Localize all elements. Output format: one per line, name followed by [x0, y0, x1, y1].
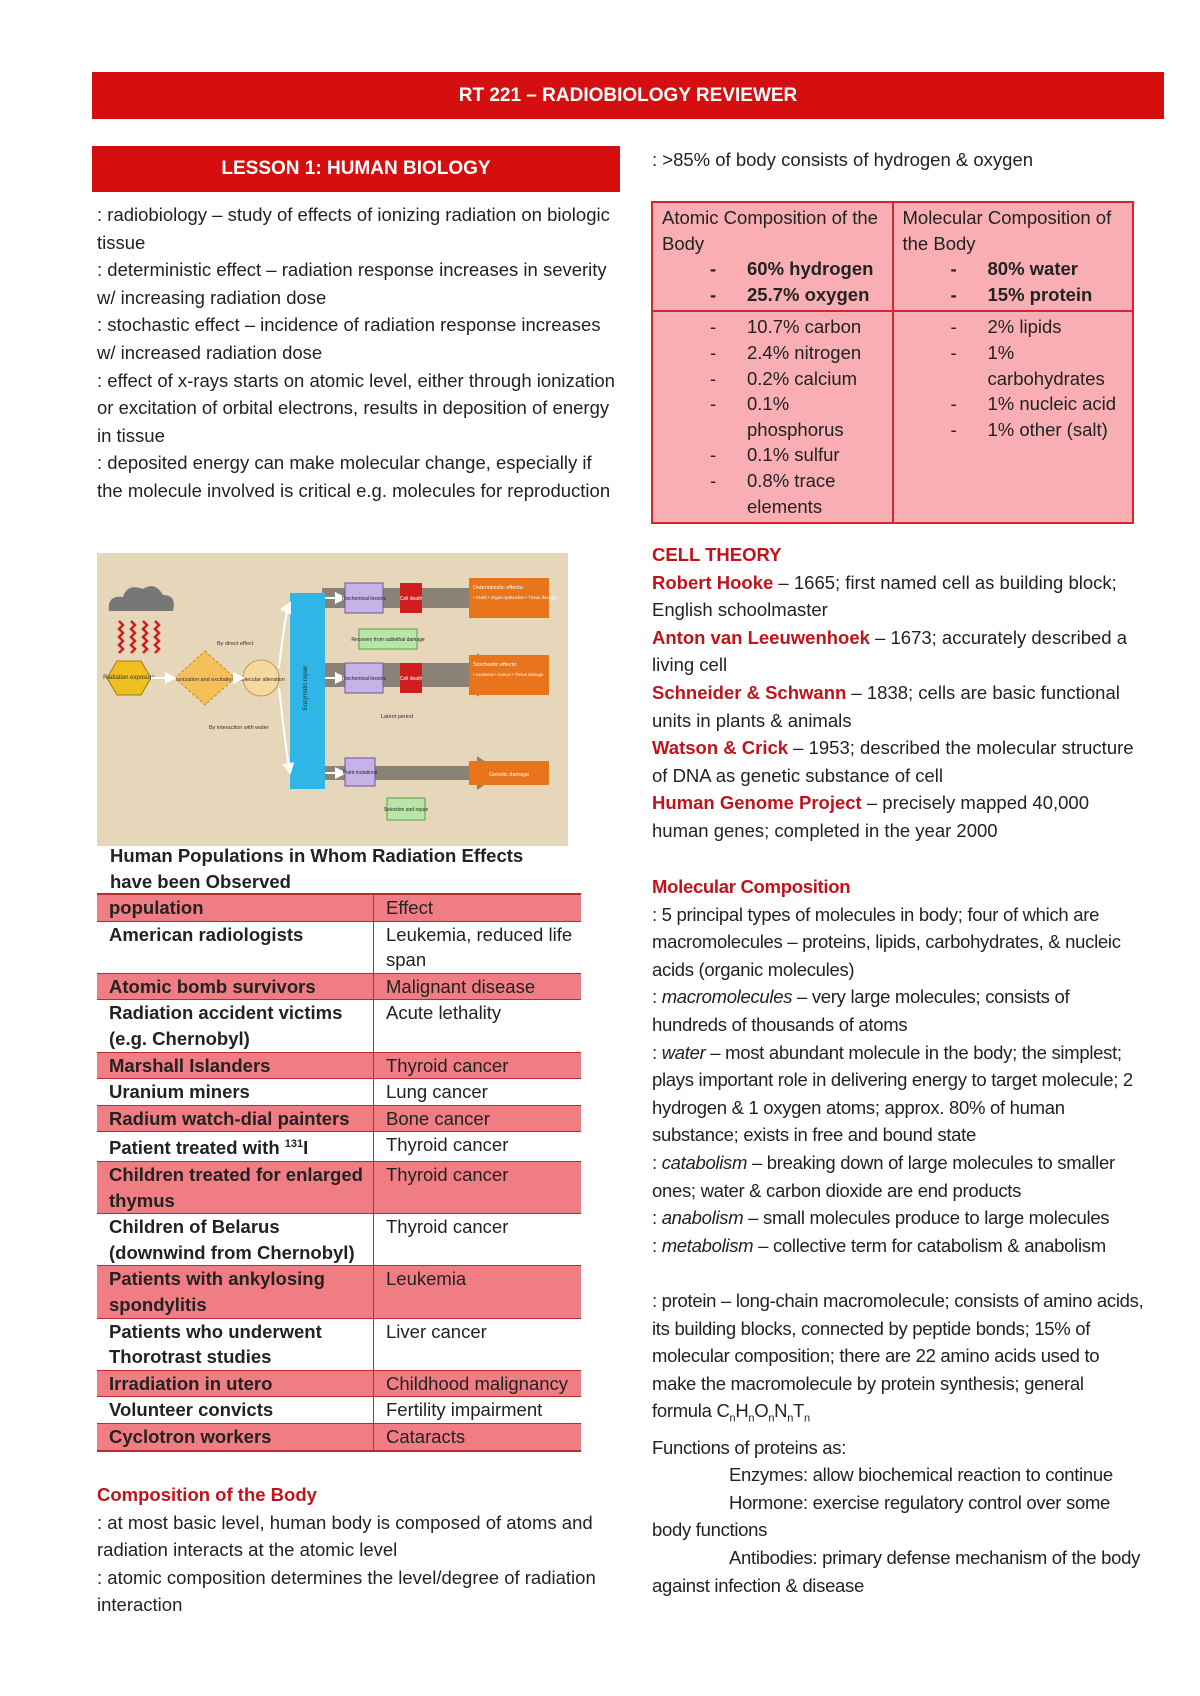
population-cell: Patients with ankylosing spondylitis [97, 1266, 374, 1318]
atomic-rest-list [662, 314, 886, 519]
exposure-label: Radiation exposure [103, 675, 155, 681]
list-item: - 1% carbohydrates [903, 340, 1127, 391]
population-cell: Uranium miners [97, 1079, 374, 1106]
det-title: Deterministic effects: [473, 585, 524, 591]
composition-title: Composition of the Body [97, 1484, 317, 1505]
scientist-name: Watson & Crick [652, 737, 789, 759]
composition-table [651, 201, 1134, 524]
point-label: Point mutations [342, 770, 378, 776]
effect-cell: Acute lethality [374, 1000, 582, 1052]
direct-label: By direct effect [217, 641, 254, 647]
list-item: - 15% protein [903, 282, 1127, 308]
list-item: - 0.2% calcium [662, 366, 886, 392]
effect-cell: Malignant disease [374, 973, 582, 1000]
molecular-main-list [903, 256, 1127, 307]
table-row [97, 1370, 581, 1397]
population-cell: Atomic bomb survivors [97, 973, 374, 1000]
scientist-text: – 1838; cells are basic functional units in plants & animals [652, 681, 1120, 731]
molecular-rest-list [903, 314, 1127, 442]
definition-text: – small molecules produce to large molecules [743, 1207, 1110, 1229]
list-item: - 10.7% carbon [662, 314, 886, 340]
list-item: - 0.8% trace elements [662, 468, 886, 519]
list-item: - 0.1% sulfur [662, 442, 886, 468]
population-cell: Patients who underwent Thorotrast studies [97, 1318, 374, 1370]
population-cell: Patient treated with $^{131}$I [97, 1132, 374, 1162]
scientist-name: Anton van Leeuwenhoek [652, 626, 870, 648]
atomic-rest-cell [652, 311, 893, 523]
population-cell: Volunteer convicts [97, 1397, 374, 1424]
protein-formula: $C_nH_nO_nN_nT_n$ [716, 1400, 810, 1425]
term: macromolecules [661, 986, 793, 1008]
table-row [97, 973, 581, 1000]
water-label: By interaction with water [209, 725, 269, 731]
population-cell: American radiologists [97, 921, 374, 973]
functions-title: Functions of proteins as: [652, 1436, 847, 1458]
population-cell: Children treated for enlarged thymus [97, 1162, 374, 1214]
enzymatic-label: Enzymatic repair [303, 665, 309, 711]
molecular-label: Molecular alteration [237, 677, 285, 683]
definition-text: – breaking down of large molecules to smaller ones; water & carbon dioxide are end products [652, 1151, 1115, 1201]
molecular-cell [893, 202, 1134, 311]
cell-theory-section [652, 541, 1147, 845]
scientist-text: – 1665; first named cell as building block; English schoolmaster [652, 571, 1117, 621]
molecular-title: Molecular Composition of the Body [902, 207, 1112, 254]
molecular-section [652, 873, 1147, 1599]
column-header-population: population [97, 894, 374, 921]
list-item: - 2.4% nitrogen [662, 340, 886, 366]
definition-text: – most abundant molecule in the body; the simplest; plays important role in delivering energy to target molecule; 2 hydrogen & 1 oxygen atoms; approx. 80% of human substance; exists in free and bound state [652, 1041, 1133, 1146]
intro-line: : stochastic effect – incidence of radiation response increases w/ increased radiation dose [97, 314, 601, 363]
populations-table [97, 893, 581, 1452]
population-cell: Irradiation in utero [97, 1370, 374, 1397]
population-cell: Marshall Islanders [97, 1052, 374, 1079]
table-row [97, 921, 581, 973]
scientist-name: Human Genome Project [652, 792, 862, 814]
table-row [97, 1000, 581, 1052]
table-row [97, 1424, 581, 1451]
definition: : macromolecules – very large molecules; consists of hundreds of thousands of atoms [652, 986, 1070, 1035]
definition-text: – very large molecules; consists of hundreds of thousands of atoms [652, 986, 1070, 1035]
list-item: - 1% other (salt) [903, 417, 1127, 443]
column-header-effect: Effect [374, 894, 582, 921]
list-item: - 25.7% oxygen [662, 282, 886, 308]
list-item: - 80% water [903, 256, 1127, 282]
term: catabolism [661, 1151, 748, 1173]
effect-cell: Thyroid cancer [374, 1214, 582, 1266]
population-cell: Children of Belarus (downwind from Chernobyl) [97, 1214, 374, 1266]
molecular-intro: : 5 principal types of molecules in body; four of which are macromolecules – proteins, lipids, carbohydrates, & nucleic acids (organic molecules) [652, 903, 1121, 980]
sto-title: Stochastic effects: [473, 662, 518, 668]
molecular-rest-cell [893, 311, 1134, 523]
function-entry [652, 1489, 1147, 1544]
effect-cell: Childhood malignancy [374, 1370, 582, 1397]
scientist-text: – precisely mapped 40,000 human genes; completed in the year 2000 [652, 792, 1090, 841]
table-row [97, 1132, 581, 1162]
list-item: - 0.1% phosphorus [662, 391, 886, 442]
cell-theory-entry [652, 789, 1147, 844]
function-text: : allow biochemical reaction to continue [802, 1464, 1113, 1486]
definition: : anabolism – small molecules produce to large molecules [652, 1207, 1110, 1229]
function-name: Hormone [729, 1491, 803, 1513]
scientist-name: Schneider & Schwann [652, 681, 847, 703]
effect-cell: Bone cancer [374, 1105, 582, 1132]
effect-cell: Liver cancer [374, 1318, 582, 1370]
composition-line: : atomic composition determines the level/degree of radiation interaction [97, 1566, 596, 1616]
population-cell: Radium watch-dial painters [97, 1105, 374, 1132]
effect-cell: Thyroid cancer [374, 1162, 582, 1214]
list-item: - 60% hydrogen [662, 256, 886, 282]
scientist-text: – 1953; described the molecular structure of DNA as genetic substance of cell [652, 737, 1134, 786]
scientist-name: Robert Hooke [652, 571, 774, 593]
population-cell: Radiation accident victims (e.g. Chernobyl) [97, 1000, 374, 1052]
bio-lesions-label-upper: Biochemical lesions [342, 596, 386, 602]
function-text: : exercise regulatory control over some body functions [652, 1491, 1111, 1541]
genetic-label: Genetic damage [488, 772, 530, 778]
table-row [97, 1052, 581, 1079]
sto-items: • Leukemia • Cancer • Tissue damage [473, 672, 544, 677]
document-title: RT 221 – RADIOBIOLOGY REVIEWER [92, 72, 1164, 119]
definition-text: – collective term for catabolism & anabolism [753, 1234, 1106, 1256]
intro-line: : radiobiology – study of effects of ionizing radiation on biologic tissue [97, 204, 610, 253]
effect-cell: Cataracts [374, 1424, 582, 1451]
list-item: - 1% nucleic acid [903, 391, 1127, 417]
function-name: Antibodies [729, 1546, 813, 1568]
lesson-title: LESSON 1: HUMAN BIOLOGY [92, 146, 620, 192]
intro-notes [97, 201, 617, 505]
atomic-cell [652, 202, 893, 311]
molecular-title: Molecular Composition [652, 876, 851, 897]
effect-cell: Fertility impairment [374, 1397, 582, 1424]
table-row [97, 1397, 581, 1424]
intro-line: : deposited energy can make molecular change, especially if the molecule involved is critical e.g. molecules for reproduction [97, 452, 611, 501]
ionization-label: Ionization and excitation [175, 677, 235, 683]
population-cell: Cyclotron workers [97, 1424, 374, 1451]
intro-line: : deterministic effect – radiation response increases in severity w/ increasing radiation dose [97, 259, 607, 308]
atomic-main-list [662, 256, 886, 307]
table-row [97, 1318, 581, 1370]
effect-cell: Thyroid cancer [374, 1132, 582, 1162]
composition-section [97, 1481, 617, 1619]
function-name: Enzymes [729, 1464, 803, 1486]
definition: : metabolism – collective term for catabolism & anabolism [652, 1234, 1106, 1256]
atomic-title: Atomic Composition of the Body [662, 207, 878, 254]
definition: : catabolism – breaking down of large molecules to smaller ones; water & carbon dioxide are end products [652, 1151, 1115, 1201]
cell-death-label-lower: Cell death [399, 676, 423, 682]
bio-lesions-label-lower: Biochemical lesions [342, 676, 386, 682]
intro-line: : effect of x-rays starts on atomic level, either through ionization or excitation of orbital electrons, results in deposition of energy in tissue [97, 369, 615, 446]
table-row [97, 1105, 581, 1132]
effect-cell: Lung cancer [374, 1079, 582, 1106]
table-row [97, 1079, 581, 1106]
list-item: - 2% lipids [903, 314, 1127, 340]
scientist-text: – 1673; accurately described a living cell [652, 626, 1128, 676]
table-row [652, 311, 1133, 523]
effect-cell: Leukemia, reduced life span [374, 921, 582, 973]
function-entry [652, 1544, 1147, 1599]
populations-caption: Human Populations in Whom Radiation Effects have been Observed [110, 845, 524, 892]
cell-death-label-upper: Cell death [399, 596, 423, 602]
table-row [97, 1162, 581, 1214]
det-items: • Death • Organ dysfunction • Tissue damage [473, 595, 557, 600]
table-row [652, 202, 1133, 311]
effect-cell: Leukemia [374, 1266, 582, 1318]
definition: : water – most abundant molecule in the body; the simplest; plays important role in delivering energy to target molecule; 2 hydrogen & 1 oxygen atoms; approx. 80% of human substance; exists in free and bound state [652, 1041, 1133, 1146]
radiation-effects-diagram [97, 553, 568, 846]
table-row [97, 1214, 581, 1266]
protein-text: : protein – long-chain macromolecule; consists of amino acids, its building blocks, connected by peptide bonds; 15% of molecular composition; there are 22 amino acids used to make the macromolecule by protein synthesis; general formula [652, 1289, 1144, 1422]
protein-paragraph [652, 1287, 1147, 1434]
table-row [97, 1266, 581, 1318]
function-entry [652, 1461, 1147, 1489]
cell-theory-entry [652, 679, 1147, 734]
recovery-label: Recovery from sublethal damage [351, 637, 425, 643]
table-header-row [97, 894, 581, 921]
term: water [661, 1041, 706, 1063]
cell-theory-title: CELL THEORY [652, 544, 782, 565]
term: anabolism [661, 1207, 744, 1229]
effect-cell: Thyroid cancer [374, 1052, 582, 1079]
function-text: : primary defense mechanism of the body against infection & disease [652, 1546, 1141, 1596]
cell-theory-entry [652, 624, 1147, 679]
composition-line: : at most basic level, human body is composed of atoms and radiation interacts at the atomic level [97, 1511, 593, 1561]
selection-label: Selection and repair [383, 807, 429, 813]
spacer [652, 1259, 1147, 1287]
latent-label: Latent period [380, 714, 414, 720]
cell-theory-entry [652, 734, 1147, 789]
right-intro: : >85% of body consists of hydrogen & oxygen [652, 149, 1034, 170]
term: metabolism [661, 1234, 754, 1256]
cell-theory-entry [652, 569, 1147, 624]
